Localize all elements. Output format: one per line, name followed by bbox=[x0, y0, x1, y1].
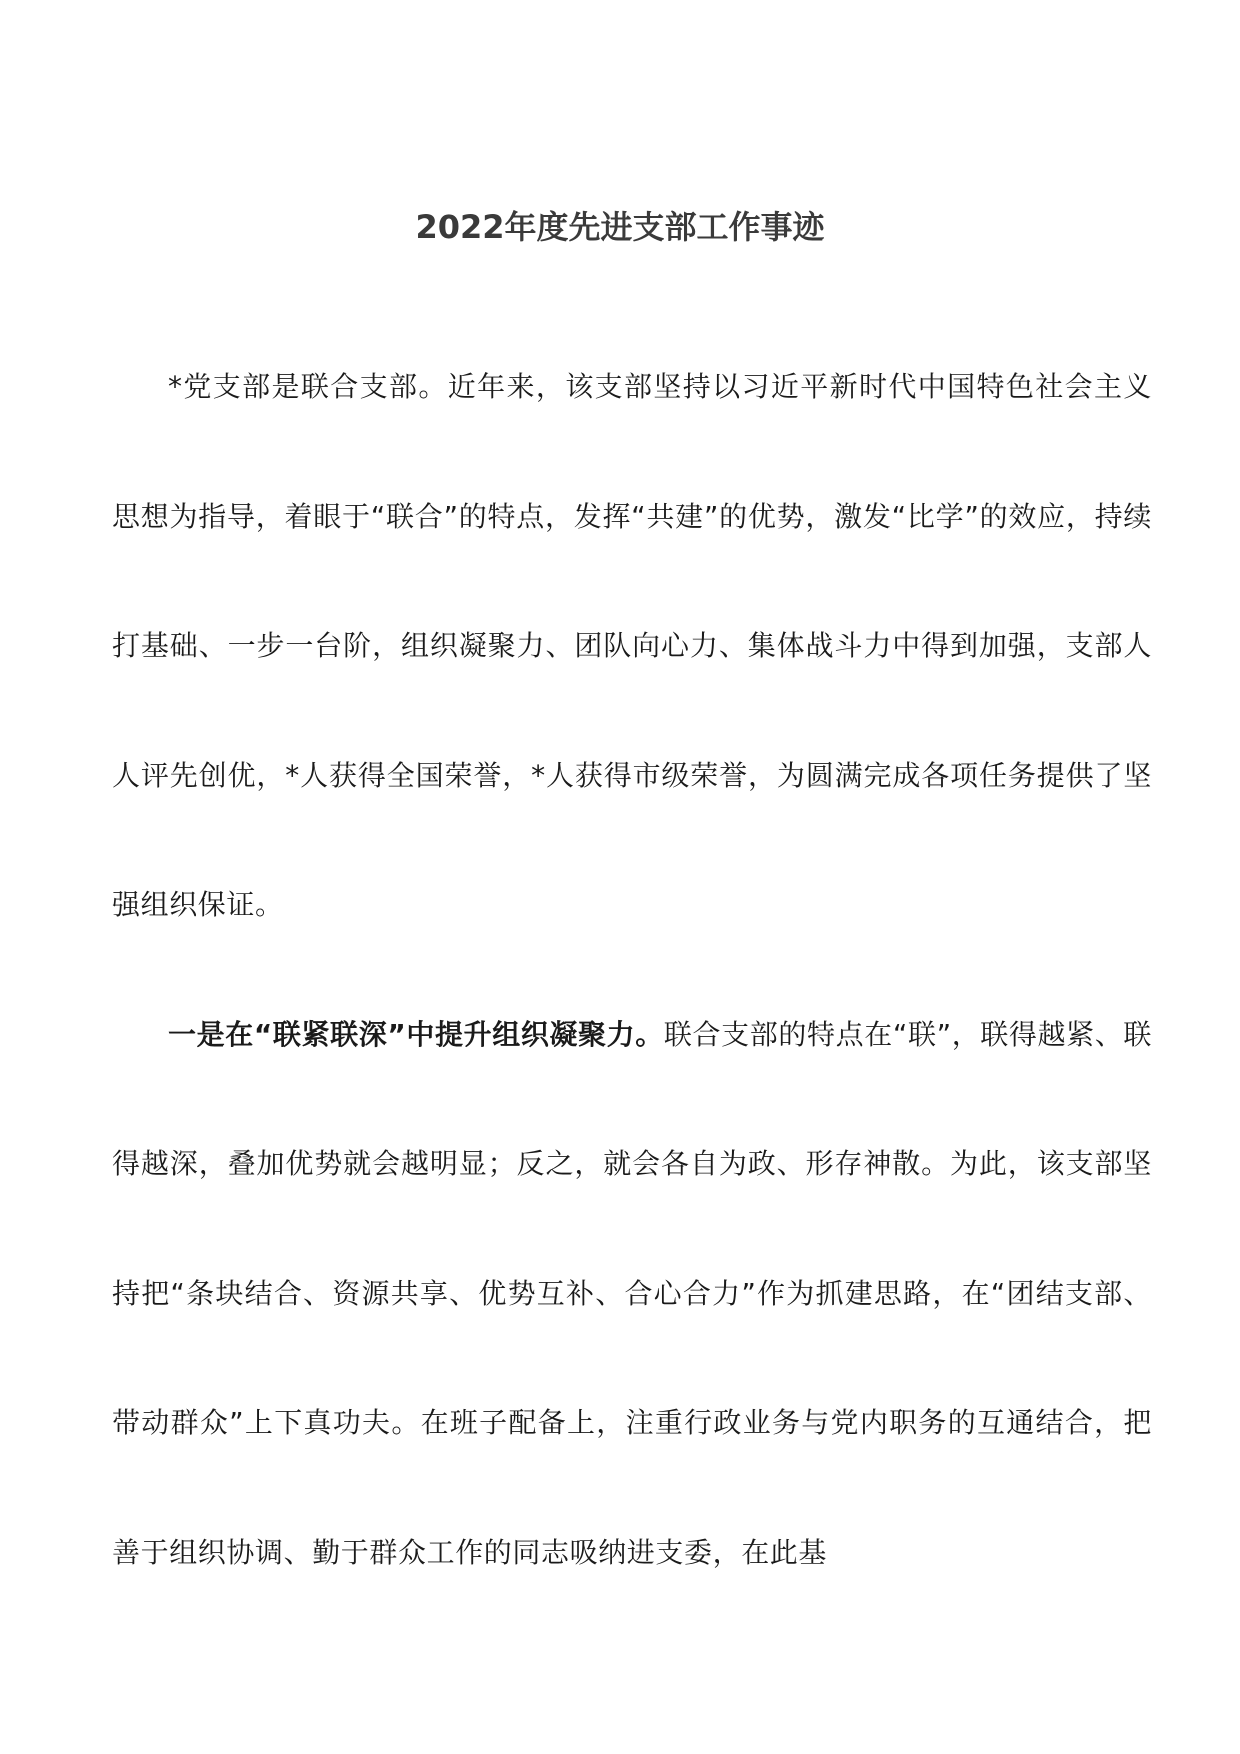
paragraph-point-one bbox=[112, 970, 1152, 1618]
document-body bbox=[112, 322, 1152, 1617]
paragraph-intro bbox=[112, 322, 1152, 970]
paragraph-text: *党支部是联合支部。近年来，该支部坚持以习近平新时代中国特色社会主义思想为指导，着眼于“联合”的特点，发挥“共建”的优势，激发“比学”的效应，持续打基础、一步一台阶，组织凝聚力、团队向心力、集体战斗力中得到加强，支部人人评先创优，*人获得全国荣誉，*人获得市级荣誉，为圆满完成各项任务提供了坚强组织保证。 bbox=[112, 370, 1152, 921]
document-title: 2022年度先进支部工作事迹 bbox=[415, 208, 825, 246]
paragraph-lead: 一是在“联紧联深”中提升组织凝聚力。 bbox=[168, 1017, 664, 1051]
paragraph-text: 联合支部的特点在“联”，联得越紧、联得越深，叠加优势就会越明显；反之，就会各自为政、形存神散。为此，该支部坚持把“条块结合、资源共享、优势互补、合心合力”作为抓建思路，在“团结支部、带动群众”上下真功夫。在班子配备上，注重行政业务与党内职务的互通结合，把善于组织协调、勤于群众工作的同志吸纳进支委，在此基 bbox=[112, 1017, 1152, 1569]
